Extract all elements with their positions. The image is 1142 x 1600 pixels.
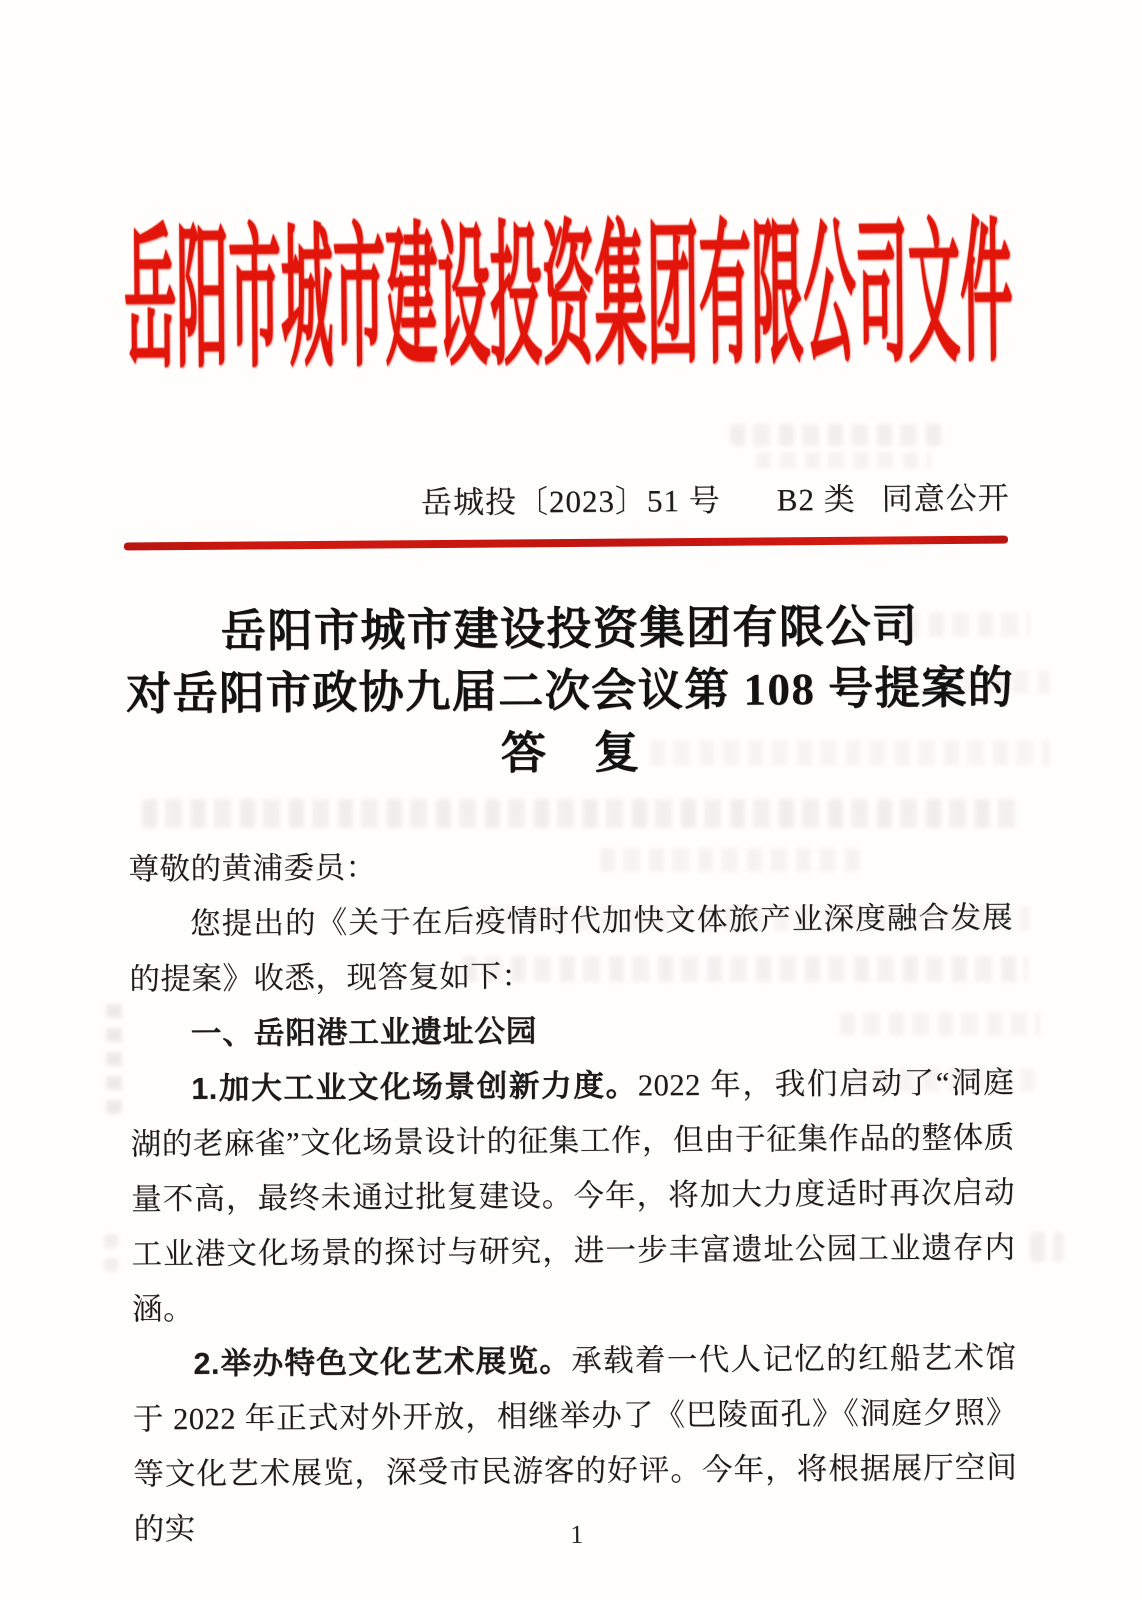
- intro-paragraph: 您提出的《关于在后疫情时代加快文体旅产业深度融合发展的提案》收悉，现答复如下：: [129, 900, 1014, 997]
- paragraph-item-1-lead: 1.加大工业文化场景创新力度。: [191, 1068, 638, 1106]
- paragraph-item-1: [130, 1056, 1016, 1338]
- paragraph-item-2-text: 承载着一代人记忆的红船艺术馆于 2022 年正式对外开放，相继举办了《巴陵面孔》《洞庭夕照》等文化艺术展览，深受市民游客的好评。今年，将根据展厅空间的实: [132, 1340, 1018, 1547]
- salutation: 尊敬的黄浦委员：: [128, 850, 377, 887]
- body-text: [128, 836, 1018, 1558]
- section-heading-1: 一、岳阳港工业遗址公园: [190, 1014, 538, 1051]
- page-number: 1: [570, 1519, 584, 1550]
- doc-category: B2 类: [776, 481, 856, 518]
- doc-number: 岳城投〔2023〕51 号: [420, 482, 721, 521]
- doc-title-line-2: 对岳阳市政协九届二次会议第 108 号提案的: [125, 662, 1015, 720]
- doc-meta-line: [123, 473, 1009, 525]
- doc-title-line-3: 答 复: [500, 727, 641, 779]
- doc-publicity-label: 同意公开: [881, 480, 1010, 517]
- doc-title: [0, 594, 1142, 789]
- letterhead-title: 岳阳市城市建设投资集团有限公司文件: [123, 207, 1014, 388]
- doc-title-line-1: 岳阳市城市建设投资集团有限公司: [220, 601, 919, 657]
- red-letterhead-banner: [123, 209, 1024, 401]
- paragraph-item-1-text: 2022 年，我们启动了“洞庭湖的老麻雀”文化场景设计的征集工作，但由于征集作品的整体质量不高，最终未通过批复建设。今年，将加大力度适时再次启动工业港文化场景的探讨与研究，进一步丰富遗址公园工业遗存内涵。: [130, 1065, 1016, 1327]
- red-separator-line: [124, 536, 1008, 551]
- paragraph-item-2-lead: 2.举办特色文化艺术展览。: [193, 1344, 572, 1381]
